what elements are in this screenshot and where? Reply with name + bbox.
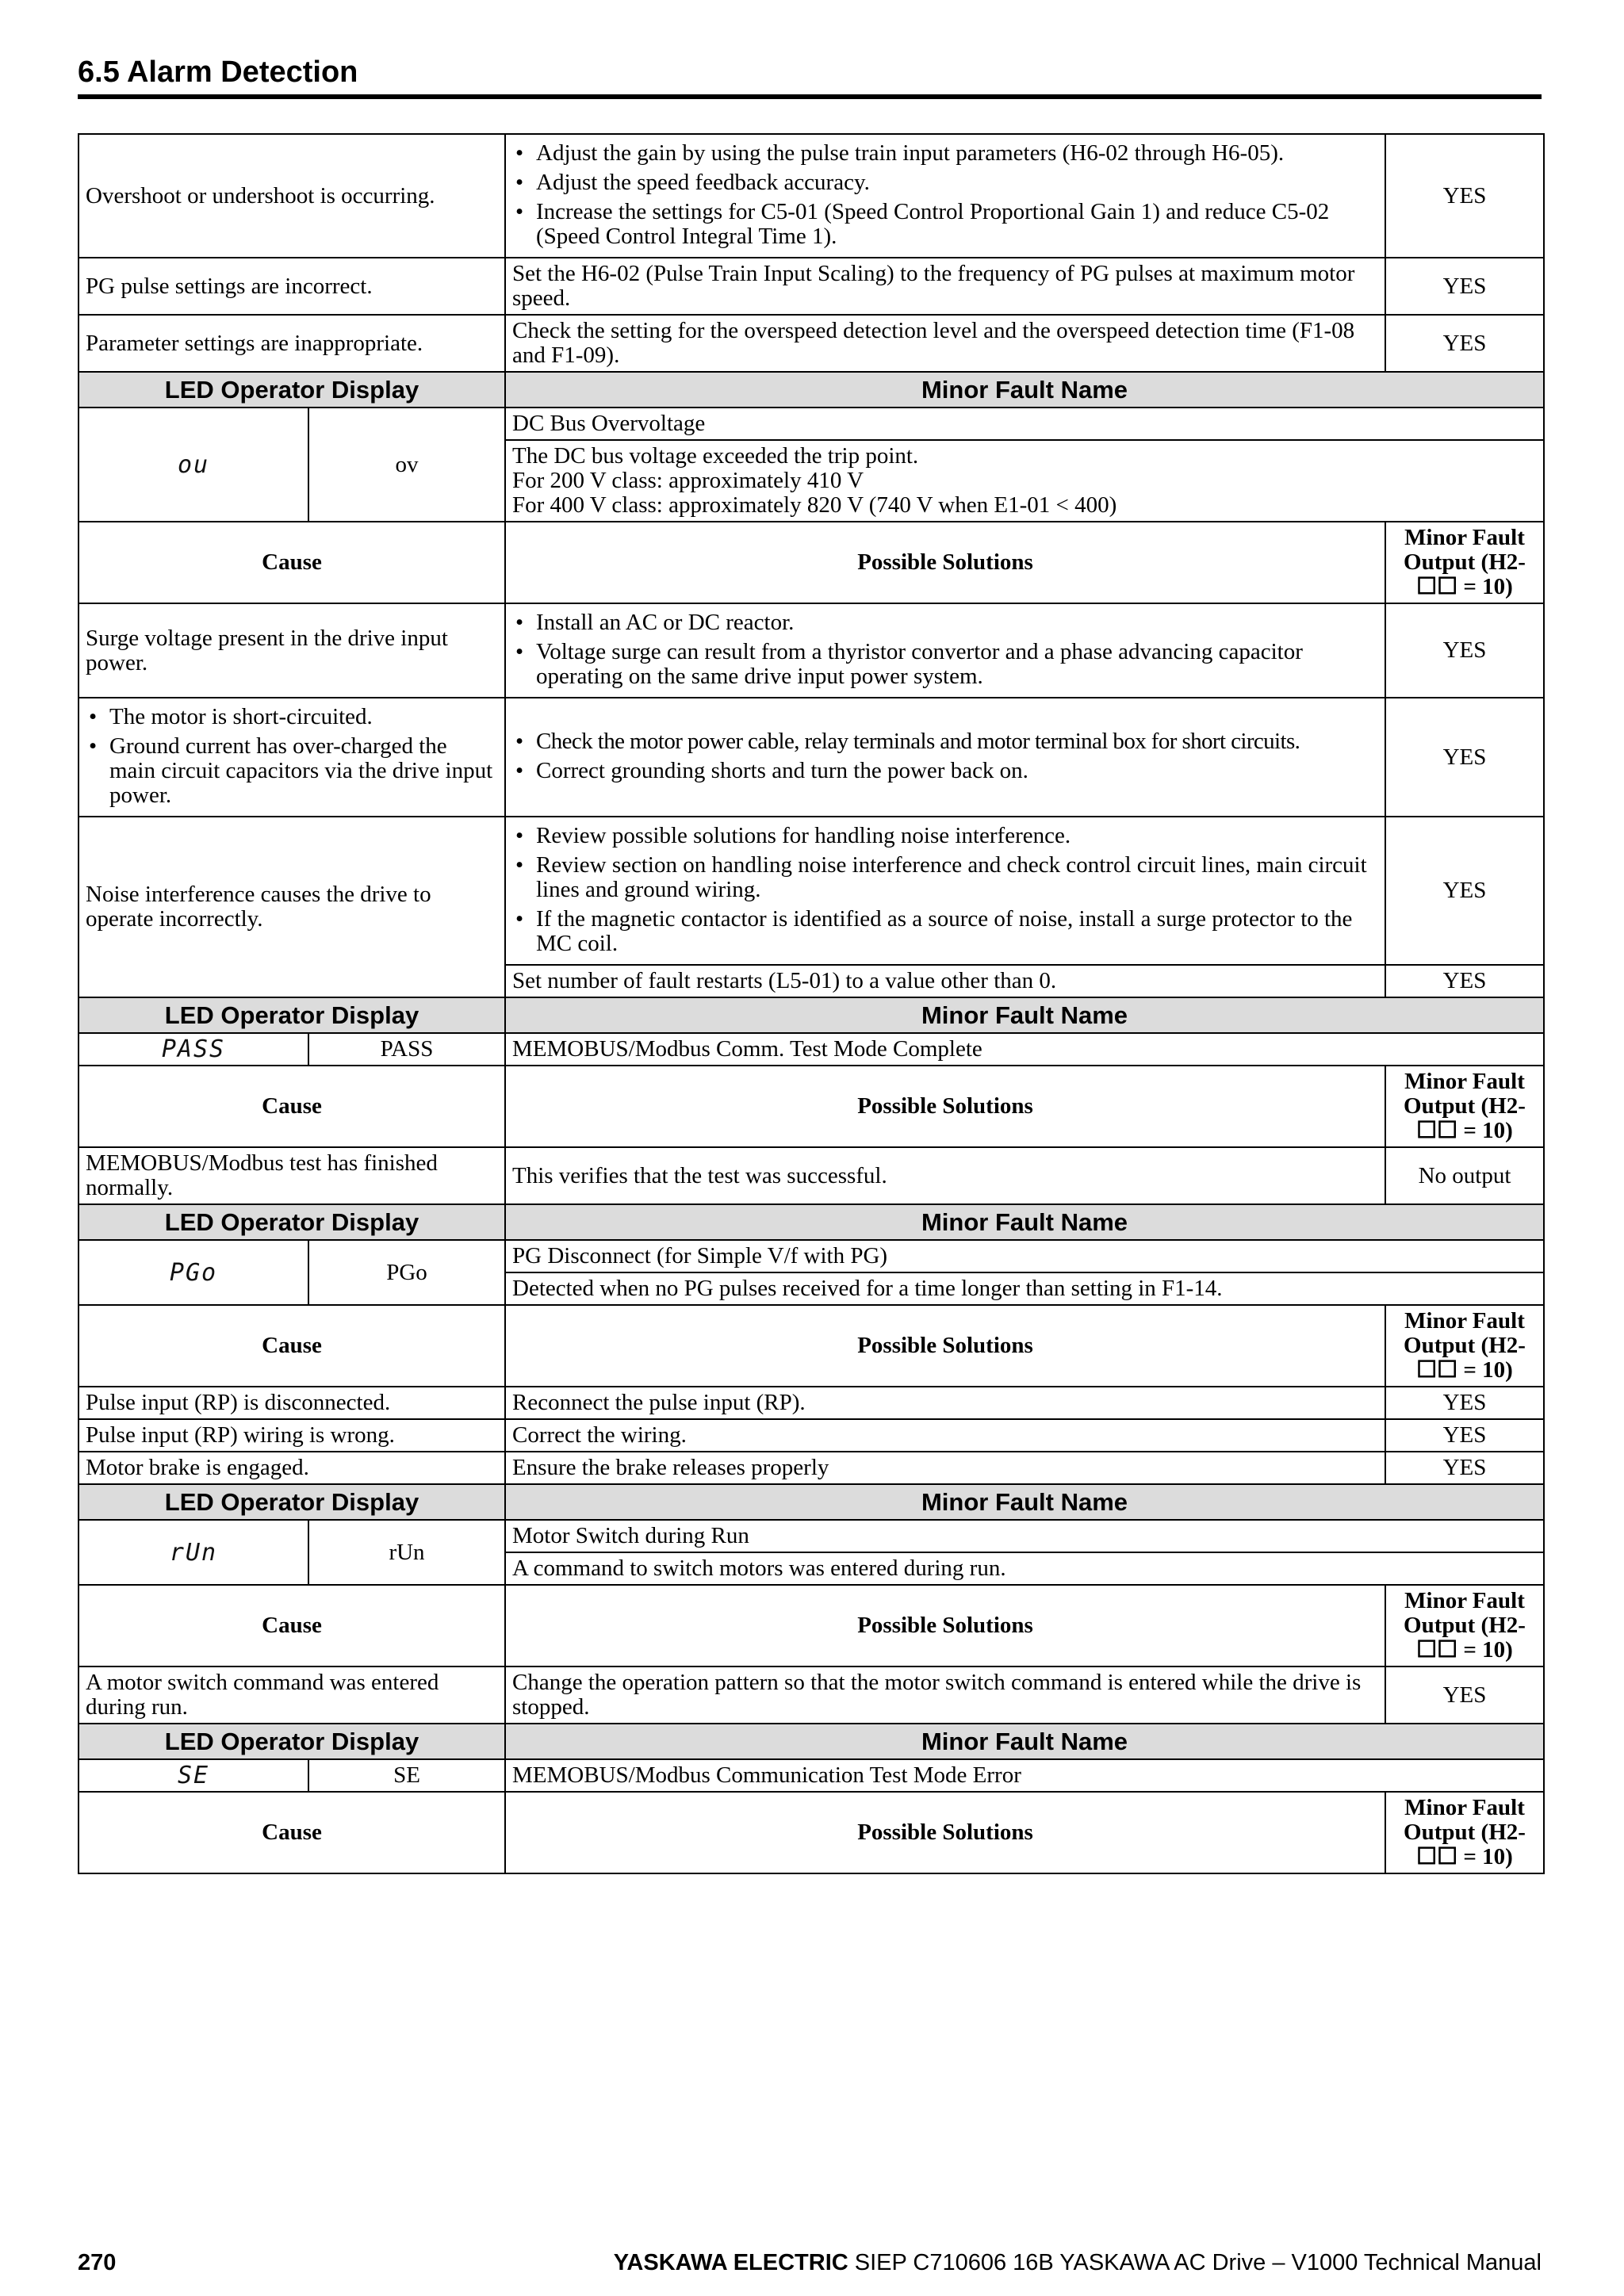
solution-cell [505, 603, 1385, 698]
led-display-header: LED Operator Display [79, 1484, 505, 1520]
table-row [79, 134, 1544, 258]
fault-name: MEMOBUS/Modbus Communication Test Mode Error [505, 1759, 1544, 1792]
solution-item: • Correct grounding shorts and turn the power back on. [512, 759, 1378, 783]
solution-cell [505, 698, 1385, 817]
cause-header: Cause [79, 1792, 505, 1873]
description-line: The DC bus voltage exceeded the trip point. [512, 443, 919, 469]
footer-manual [614, 2250, 1542, 2276]
cause-cell: A motor switch command was entered during run. [79, 1667, 505, 1724]
description-line: For 400 V class: approximately 820 V (740 V when E1-01 < 400) [512, 492, 1117, 518]
cause-cell [79, 698, 505, 817]
cause-cell: Surge voltage present in the drive input power. [79, 603, 505, 698]
cause-cell: Pulse input (RP) is disconnected. [79, 1387, 505, 1419]
description-line: For 200 V class: approximately 410 V [512, 468, 864, 493]
fault-code: ov [308, 408, 505, 522]
led-display-header: LED Operator Display [79, 1204, 505, 1240]
solutions-header: Possible Solutions [505, 1792, 1385, 1873]
table-row [79, 1419, 1544, 1452]
table-row [79, 698, 1544, 817]
solutions-header: Possible Solutions [505, 1305, 1385, 1387]
section-header [79, 1724, 1544, 1759]
header-rule [78, 94, 1542, 99]
cause-header: Cause [79, 1305, 505, 1387]
solution-item: • Install an AC or DC reactor. [512, 610, 1378, 635]
cause-cell: Noise interference causes the drive to operate incorrectly. [79, 817, 505, 997]
solution-cell: Set the H6-02 (Pulse Train Input Scaling) to the frequency of PG pulses at maximum motor speed. [505, 258, 1385, 315]
led-glyph: rUn [79, 1520, 308, 1585]
solution-cell: Reconnect the pulse input (RP). [505, 1387, 1385, 1419]
solution-cell [505, 817, 1385, 965]
solution-cell: Set number of fault restarts (L5-01) to a value other than 0. [505, 965, 1385, 997]
output-header: Minor Fault Output (H2-☐☐ = 10) [1385, 522, 1544, 603]
table-row [79, 1147, 1544, 1204]
fault-code: PGo [308, 1240, 505, 1305]
minor-fault-name-header: Minor Fault Name [505, 997, 1544, 1033]
table-row [79, 1667, 1544, 1724]
output-cell: YES [1385, 603, 1544, 698]
solution-cell: This verifies that the test was successful. [505, 1147, 1385, 1204]
page-number: 270 [78, 2250, 117, 2275]
table-row [79, 817, 1544, 965]
fault-code: SE [308, 1759, 505, 1792]
solution-cell: Check the setting for the overspeed detection level and the overspeed detection time (F1-08 and F1-09). [505, 315, 1385, 372]
output-cell: YES [1385, 817, 1544, 965]
led-display-header: LED Operator Display [79, 997, 505, 1033]
output-header: Minor Fault Output (H2-☐☐ = 10) [1385, 1585, 1544, 1667]
cause-cell: Motor brake is engaged. [79, 1452, 505, 1484]
output-header: Minor Fault Output (H2-☐☐ = 10) [1385, 1305, 1544, 1387]
output-cell: No output [1385, 1147, 1544, 1204]
output-cell: YES [1385, 1452, 1544, 1484]
solution-cell: Correct the wiring. [505, 1419, 1385, 1452]
section-header [79, 997, 1544, 1033]
table-row [79, 1452, 1544, 1484]
led-glyph: PASS [79, 1033, 308, 1066]
table-row [79, 408, 1544, 440]
table-row [79, 1033, 1544, 1066]
table-row [79, 1387, 1544, 1419]
fault-name: PG Disconnect (for Simple V/f with PG) [505, 1240, 1544, 1272]
output-header: Minor Fault Output (H2-☐☐ = 10) [1385, 1066, 1544, 1147]
cause-item: • The motor is short-circuited. [86, 705, 498, 729]
cause-cell: Overshoot or undershoot is occurring. [79, 134, 505, 258]
solution-item: • Voltage surge can result from a thyristor convertor and a phase advancing capacitor operating on the same drive input power system. [512, 640, 1378, 689]
solution-cell: Change the operation pattern so that the motor switch command is entered while the drive is stopped. [505, 1667, 1385, 1724]
solution-item: • Review section on handling noise interference and check control circuit lines, main circuit lines and ground wiring. [512, 853, 1378, 902]
minor-fault-name-header: Minor Fault Name [505, 1204, 1544, 1240]
fault-description [505, 440, 1544, 522]
page-title: 6.5 Alarm Detection [78, 55, 358, 89]
output-cell: YES [1385, 134, 1544, 258]
output-cell: YES [1385, 258, 1544, 315]
solutions-header: Possible Solutions [505, 1585, 1385, 1667]
section-header [79, 1204, 1544, 1240]
table-row [79, 258, 1544, 315]
output-cell: YES [1385, 698, 1544, 817]
table-row [79, 1759, 1544, 1792]
column-header-row [79, 1305, 1544, 1387]
output-cell: YES [1385, 1419, 1544, 1452]
solutions-header: Possible Solutions [505, 1066, 1385, 1147]
footer-manual-title: SIEP C710606 16B YASKAWA AC Drive – V1000 Technical Manual [854, 2250, 1542, 2275]
table-row [79, 603, 1544, 698]
cause-item: • Ground current has over-charged the main circuit capacitors via the drive input power. [86, 734, 498, 808]
section-header [79, 1484, 1544, 1520]
solution-item: • Adjust the gain by using the pulse train input parameters (H6-02 through H6-05). [512, 141, 1378, 166]
table-row [79, 1520, 1544, 1552]
column-header-row [79, 1066, 1544, 1147]
cause-cell: MEMOBUS/Modbus test has finished normally. [79, 1147, 505, 1204]
solutions-header: Possible Solutions [505, 522, 1385, 603]
led-display-header: LED Operator Display [79, 372, 505, 408]
led-glyph: SE [79, 1759, 308, 1792]
fault-description: Detected when no PG pulses received for a time longer than setting in F1-14. [505, 1272, 1544, 1305]
led-display-header: LED Operator Display [79, 1724, 505, 1759]
section-header [79, 372, 1544, 408]
solution-item: • Adjust the speed feedback accuracy. [512, 170, 1378, 195]
column-header-row [79, 1792, 1544, 1873]
solution-cell [505, 134, 1385, 258]
led-glyph: PGo [79, 1240, 308, 1305]
solution-item: • Review possible solutions for handling noise interference. [512, 824, 1378, 848]
solution-item: • Check the motor power cable, relay terminals and motor terminal box for short circuits. [512, 729, 1378, 754]
minor-fault-name-header: Minor Fault Name [505, 1484, 1544, 1520]
output-header: Minor Fault Output (H2-☐☐ = 10) [1385, 1792, 1544, 1873]
output-cell: YES [1385, 965, 1544, 997]
solution-item: • Increase the settings for C5-01 (Speed Control Proportional Gain 1) and reduce C5-02 (Speed Control Integral Time 1). [512, 200, 1378, 249]
cause-header: Cause [79, 1585, 505, 1667]
fault-name: DC Bus Overvoltage [505, 408, 1544, 440]
solution-cell: Ensure the brake releases properly [505, 1452, 1385, 1484]
fault-code: PASS [308, 1033, 505, 1066]
minor-fault-name-header: Minor Fault Name [505, 372, 1544, 408]
output-cell: YES [1385, 315, 1544, 372]
fault-name: Motor Switch during Run [505, 1520, 1544, 1552]
cause-cell: PG pulse settings are incorrect. [79, 258, 505, 315]
column-header-row [79, 522, 1544, 603]
cause-cell: Pulse input (RP) wiring is wrong. [79, 1419, 505, 1452]
table-row [79, 315, 1544, 372]
output-cell: YES [1385, 1667, 1544, 1724]
cause-header: Cause [79, 522, 505, 603]
cause-header: Cause [79, 1066, 505, 1147]
fault-name: MEMOBUS/Modbus Comm. Test Mode Complete [505, 1033, 1544, 1066]
minor-fault-name-header: Minor Fault Name [505, 1724, 1544, 1759]
fault-description: A command to switch motors was entered during run. [505, 1552, 1544, 1585]
cause-cell: Parameter settings are inappropriate. [79, 315, 505, 372]
alarm-table [78, 133, 1545, 1874]
column-header-row [79, 1585, 1544, 1667]
fault-code: rUn [308, 1520, 505, 1585]
solution-item: • If the magnetic contactor is identified as a source of noise, install a surge protector to the MC coil. [512, 907, 1378, 956]
footer-brand: YASKAWA ELECTRIC [613, 2250, 848, 2275]
table-row [79, 1240, 1544, 1272]
led-glyph: ou [79, 408, 308, 522]
output-cell: YES [1385, 1387, 1544, 1419]
